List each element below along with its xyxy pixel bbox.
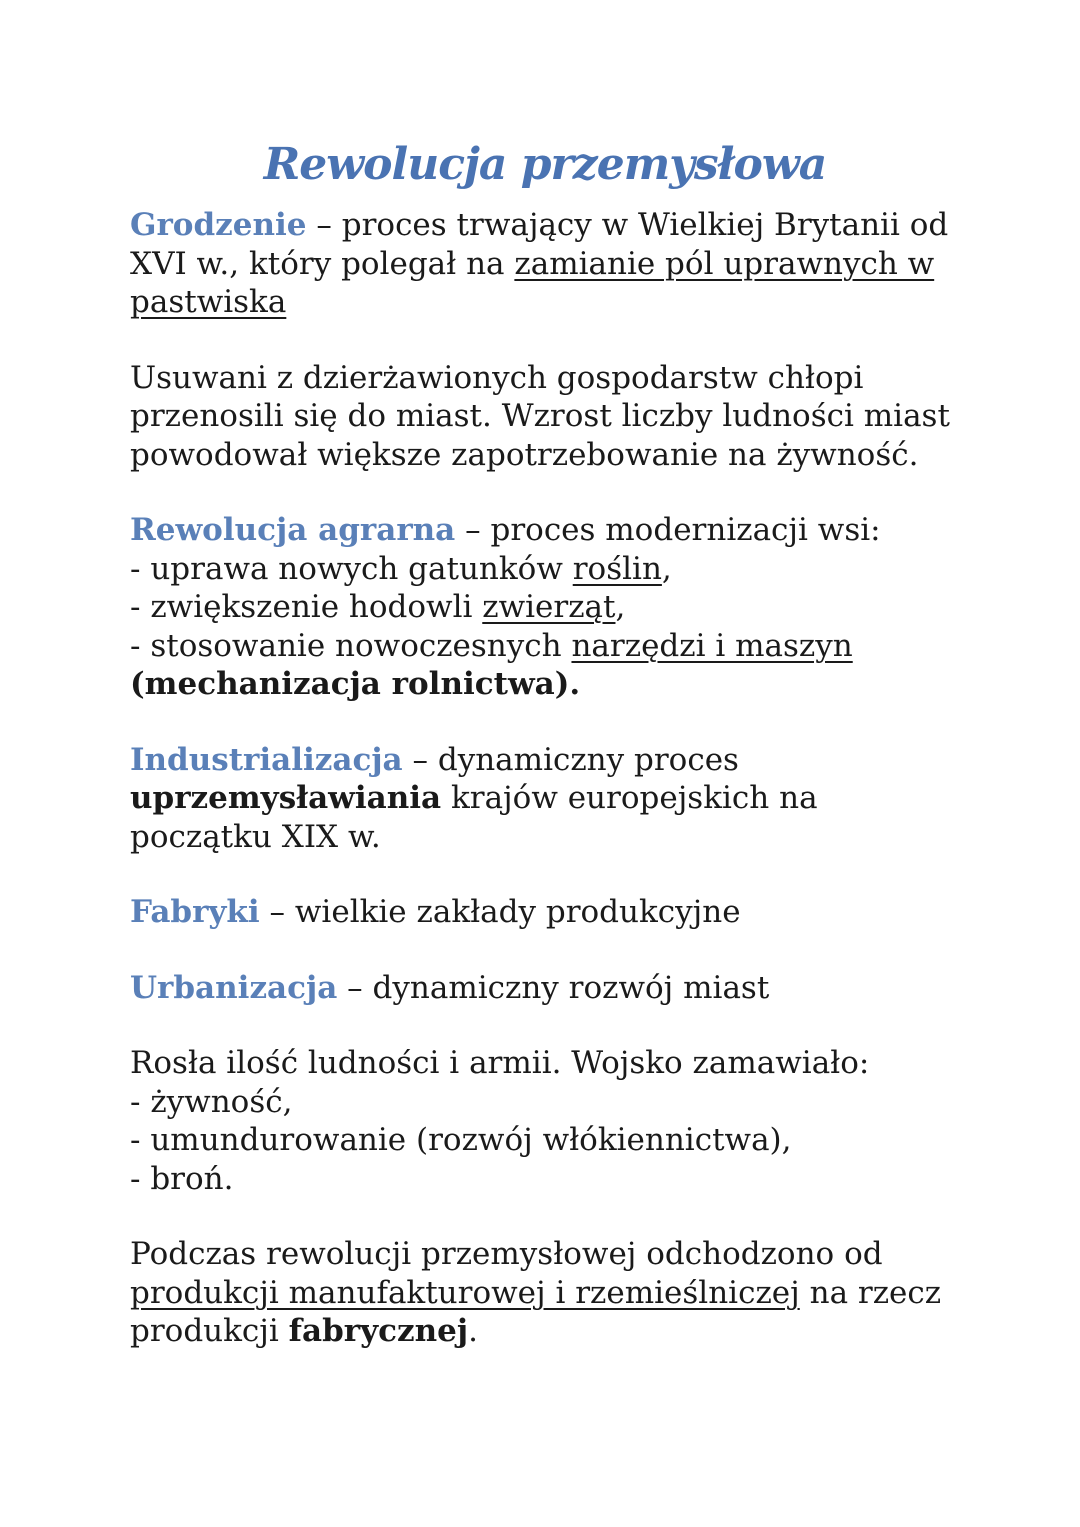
grodzenie-underlined: zamianie pól uprawnych w pastwiska xyxy=(130,245,935,320)
grodzenie-text: – proces trwający w Wielkiej Brytanii od XVI w., który polegał na xyxy=(130,207,949,282)
term-fabryki: Fabryki xyxy=(130,894,260,930)
list-item-prefix: - stosowanie nowoczesnych xyxy=(130,627,572,664)
agrarna-text: – proces modernizacji wsi: xyxy=(455,512,881,548)
wojsko-text: Rosła ilość ludności i armii. Wojsko zamawiało: xyxy=(130,1045,870,1081)
term-urbanizacja: Urbanizacja xyxy=(130,969,338,1006)
podczas-text-2: na rzecz produkcji xyxy=(130,1274,942,1349)
industrializacja-bold: uprzemysławiania xyxy=(130,780,442,816)
paragraph-industrializacja xyxy=(130,741,960,857)
podczas-text-3: . xyxy=(468,1313,478,1349)
podczas-bold: fabrycznej xyxy=(288,1313,469,1349)
paragraph-wojsko xyxy=(130,1044,960,1198)
list-item-suffix: , xyxy=(661,550,672,587)
list-item-underlined: zwierząt xyxy=(482,589,616,625)
podczas-text: Podczas rewolucji przemysłowej odchodzono od xyxy=(130,1236,883,1272)
industrializacja-text: – dynamiczny proces xyxy=(402,741,739,778)
podczas-underlined: produkcji manufakturowej i rzemieślniczej xyxy=(130,1274,800,1311)
list-item xyxy=(130,550,960,589)
paragraph-podczas xyxy=(130,1235,960,1351)
paragraph-usuwani: Usuwani z dzierżawionych gospodarstw chłopi przenosili się do miast. Wzrost liczby ludności miast powodował większe zapotrzebowanie na żywność. xyxy=(130,359,950,473)
list-item: - żywność, xyxy=(130,1083,293,1120)
list-item-prefix: - uprawa nowych gatunków xyxy=(130,550,573,587)
list-item-underlined: narzędzi i maszyn xyxy=(571,627,853,664)
list-item xyxy=(130,588,960,627)
paragraph-urbanizacja xyxy=(130,969,960,1008)
list-item: - broń. xyxy=(130,1160,234,1197)
list-item-underlined: roślin xyxy=(572,550,662,587)
list-item-prefix: - zwiększenie hodowli xyxy=(130,589,483,625)
fabryki-text: – wielkie zakłady produkcyjne xyxy=(259,894,741,930)
agrarna-bold-note: (mechanizacja rolnictwa). xyxy=(130,666,581,702)
paragraph-grodzenie xyxy=(130,206,960,322)
industrializacja-text-2: krajów europejskich na początku XIX w. xyxy=(130,780,818,855)
agrarna-header xyxy=(130,511,960,550)
list-item xyxy=(130,627,960,666)
list-item: - umundurowanie (rozwój włókiennictwa), xyxy=(130,1122,792,1158)
term-industrializacja: Industrializacja xyxy=(130,741,403,778)
term-rewolucja-agrarna: Rewolucja agrarna xyxy=(130,512,456,548)
list-item-suffix: , xyxy=(615,589,626,625)
paragraph-agrarna xyxy=(130,511,960,704)
page-title: Rewolucja przemysłowa xyxy=(263,139,827,190)
term-grodzenie: Grodzenie xyxy=(130,207,307,243)
urbanizacja-text: – dynamiczny rozwój miast xyxy=(337,969,770,1006)
paragraph-fabryki xyxy=(130,893,960,932)
